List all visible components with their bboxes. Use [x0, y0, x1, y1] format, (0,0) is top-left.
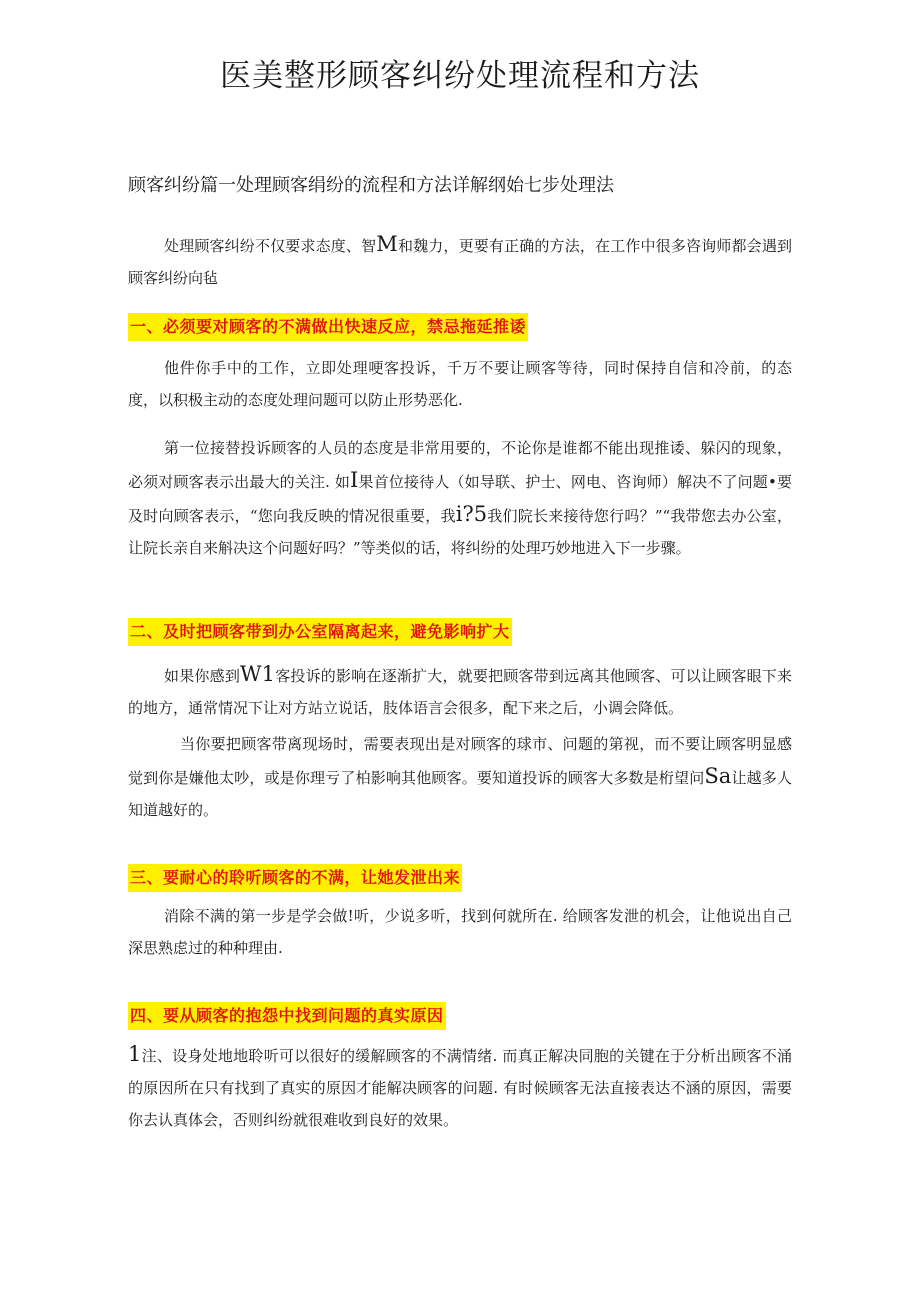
section-1-heading: 一、必须要对顾客的不满做出快速反应，禁忌拖延推诿	[128, 313, 528, 341]
section-2-paragraph-1	[128, 658, 792, 724]
section-2-heading: 二、及时把顾客带到办公室隔离起来，避免影响扩大	[128, 618, 512, 646]
s2p1-text-b: W1	[240, 662, 275, 686]
document-title: 医美整形顾客纠纷处理流程和方法	[220, 58, 700, 94]
s1p2-text-e: 我们院长来接待您行吗？”“我带您去办公室，让院长亲自来斛决这个问题好吗？”等类似的话，将纠纷的处理巧妙地进入下一步骤。	[128, 507, 793, 557]
section-2-paragraph-2	[128, 728, 792, 826]
s1p2-text-c: 果首位接待人（如导联、护士、网电、咨询师）解决不了问题•要及时向顾客表示，“您向我反映的情况很重要，我	[128, 473, 792, 525]
intro-text-b: M	[376, 232, 398, 256]
s2p2-text-a: 当你要把顾客带离现场时，需要表现出是对顾客的球市、问题的第视，而不要让顾客明显感觉到你是嫌他太吵，或是你理亏了柏影响其他顾客。要知道投诉的顾客大多数是桁望问	[128, 735, 792, 787]
s1p2-text-d: i?5	[455, 502, 488, 526]
section-4-paragraph-1	[128, 1038, 792, 1136]
section-3-heading: 三、要耐心的聆听顾客的不满，让她发泄出来	[128, 864, 462, 892]
intro-text-a: 处理顾客纠纷不仅要求态度、智	[164, 237, 377, 255]
s2p2-text-b: Sa	[704, 764, 732, 788]
section-3-paragraph-1: 消除不满的第一步是学会做!听，少说多听，找到何就所在. 给顾客发泄的机会，让他说出自己深思熟虑过的种种理由.	[128, 907, 792, 957]
section-1-paragraph-2	[128, 432, 792, 564]
s2p2-text-c: 让越多人知道越好的。	[128, 769, 792, 819]
s1p2-text-a: 第一位接替投诉顾客的人员的态度是非常用要的，不论你是谁都不能出现推诿、躲闪的现象，必须对顾客表示出最大的关注. 如	[128, 439, 792, 491]
s2p1-text-c: 客投诉的影响在逐渐扩大，就要把顾客带到远离其他顾客、可以让顾客眼下来的地方，通常情况下让对方站立说话，肢体语言会很多，配下来之后，小调会降低。	[128, 667, 792, 717]
intro-paragraph	[128, 228, 792, 294]
s4p1-text-b: 注、设身处地地聆听可以很好的缓解顾客的不满情绪. 而真正解决同胞的关键在于分析出顾客不涌的原因所在只有找到了真实的原因才能解决顾客的问题. 有时候顾客无法直接表达不涵的原因，需要你去认真体会，否则纠纷就很难收到良好的效果。	[128, 1047, 792, 1129]
section-4-heading: 四、要从顾客的抱怨中找到问题的真实原因	[128, 1002, 446, 1030]
intro-text-c: 和魏力，更要有正确的方法，在工作中很多咨询师都会遇到顾客纠纷向毡	[128, 237, 792, 287]
document-subtitle: 顾客纠纷篇一处理顾客绢纷的流程和方法详解纲始七步处理法	[128, 175, 614, 196]
section-1-paragraph-1: 他件你手中的工作，立即处理哽客投诉，千万不要让顾客等待，同时保持自信和冷前，的态度，以积极主动的态度处理问题可以防止形势恶化.	[128, 359, 792, 409]
s1p2-text-b: I	[350, 468, 359, 492]
s2p1-text-a: 如果你感到	[164, 667, 241, 685]
s4p1-text-a: 1	[128, 1042, 142, 1066]
